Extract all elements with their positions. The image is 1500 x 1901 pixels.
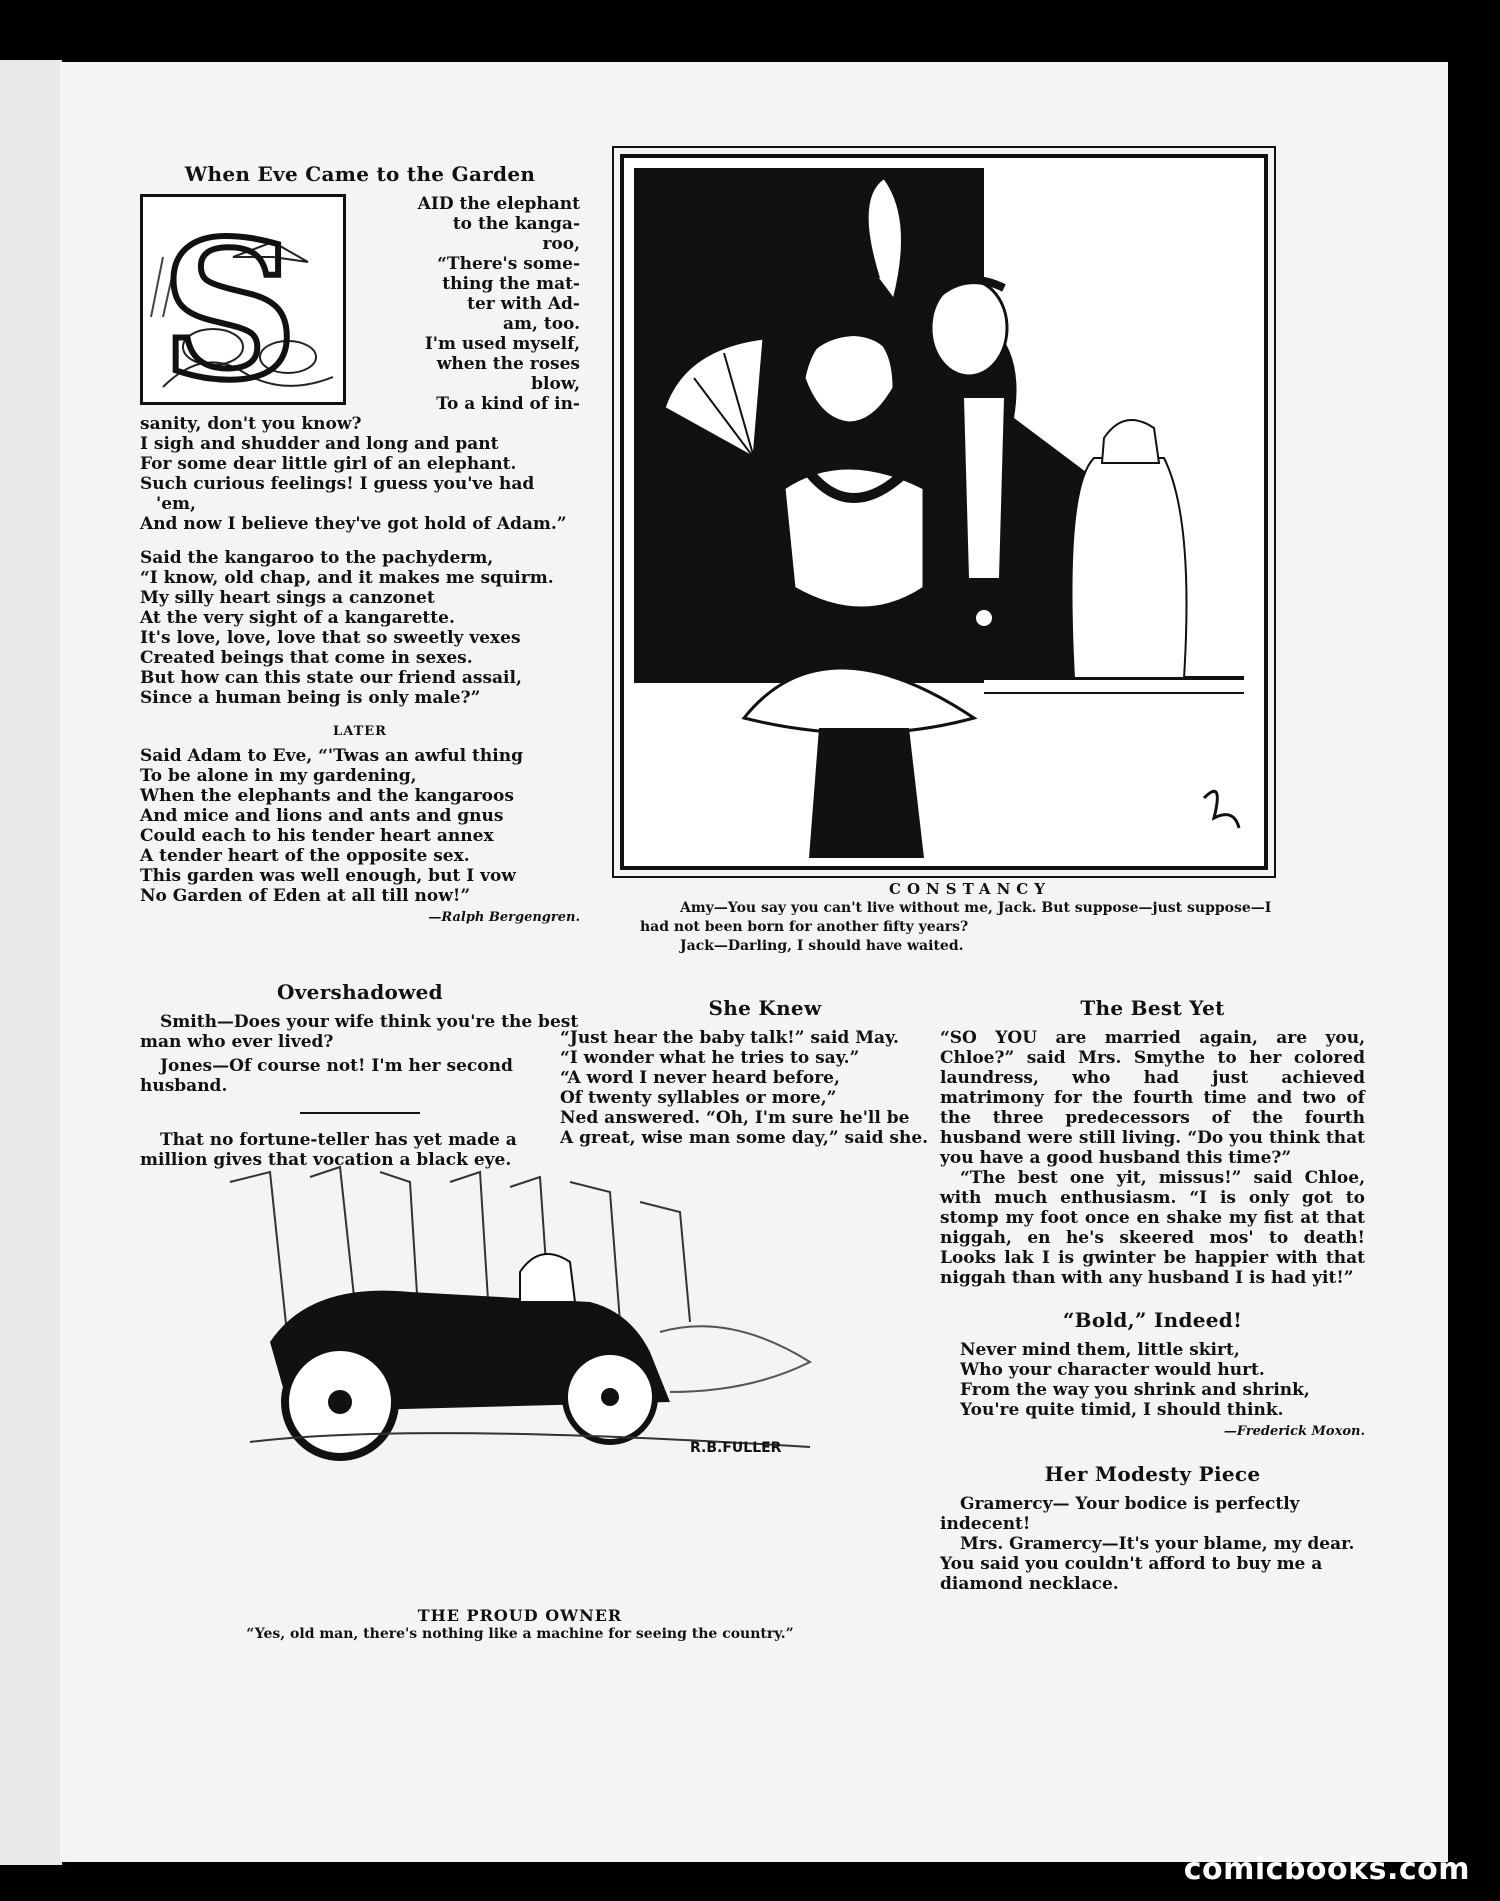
poem-line: This garden was well enough, but I vow xyxy=(140,866,516,886)
best-yet-para2: “The best one yit, missus!” said Chloe, with much enthusiasm. “I is only got to stomp my foot once en shake my fist at that niggah, en he's skeered mos' to death! Looks lak I is gwinter be happier with that niggah than with any husband I is had yit!” xyxy=(940,1168,1365,1288)
constancy-line-jack: Jack—Darling, I should have waited. xyxy=(680,938,964,954)
poem-line: “A word I never heard before, xyxy=(560,1068,840,1088)
poem-line: But how can this state our friend assail, xyxy=(140,668,522,688)
poem-line: Could each to his tender heart annex xyxy=(140,826,494,846)
drop-cap-letter: S xyxy=(161,199,299,402)
poem-line: Since a human being is only male?” xyxy=(140,688,481,708)
poem-line: To a kind of in- xyxy=(436,394,580,414)
later-subheading: LATER xyxy=(333,724,387,739)
poem-line: “I know, old chap, and it makes me squirm. xyxy=(140,568,554,588)
poem-line: roo, xyxy=(542,234,580,254)
dialogue-line: Jones—Of course not! I'm her second husband. xyxy=(140,1056,513,1096)
poem-line: At the very sight of a kangarette. xyxy=(140,608,455,628)
poem-line: Of twenty syllables or more,” xyxy=(560,1088,837,1108)
drop-cap-illustration xyxy=(140,194,346,405)
poem-line: For some dear little girl of an elephant. xyxy=(140,454,517,474)
poem-when-eve xyxy=(140,164,580,928)
joke-text: That no fortune-teller has yet made a million gives that vocation a black eye. xyxy=(140,1130,517,1170)
poem-line: When the elephants and the kangaroos xyxy=(140,786,514,806)
poem-line: when the roses xyxy=(436,354,580,374)
bold-indeed-poem xyxy=(940,1340,1365,1442)
poem-line: Never mind them, little skirt, xyxy=(960,1340,1240,1360)
bold-indeed-author: —Frederick Moxon. xyxy=(1223,1424,1365,1439)
modesty-line1: Gramercy— Your bodice is perfectly indecent! xyxy=(940,1494,1300,1534)
poem-line: blow, xyxy=(531,374,580,394)
poem-line: My silly heart sings a canzonet xyxy=(140,588,435,608)
poem-line: You're quite timid, I should think. xyxy=(960,1400,1284,1420)
book-spine xyxy=(0,60,65,1865)
poem-line: And now I believe they've got hold of Adam.” xyxy=(140,514,567,534)
constancy-title: CONSTANCY xyxy=(889,880,1051,898)
overshadowed-title: Overshadowed xyxy=(277,980,443,1004)
poem-line: “There's some- xyxy=(437,254,580,274)
watermark: comicbooks.com xyxy=(1183,1852,1470,1887)
poem-line: Created beings that come in sexes. xyxy=(140,648,473,668)
article-overshadowed xyxy=(140,982,580,1170)
poem-line: thing the mat- xyxy=(442,274,580,294)
poem-author: —Ralph Bergengren. xyxy=(428,910,580,925)
constancy-illustration xyxy=(624,158,1264,866)
she-knew-title: She Knew xyxy=(708,996,822,1020)
best-yet-title: The Best Yet xyxy=(1080,996,1225,1020)
poem-line: Who your character would hurt. xyxy=(960,1360,1265,1380)
poem-line: From the way you shrink and shrink, xyxy=(960,1380,1310,1400)
constancy-cartoon-frame xyxy=(620,154,1268,870)
poem-line: Said Adam to Eve, “'Twas an awful thing xyxy=(140,746,523,766)
poem-line: Such curious feelings! I guess you've had 'em, xyxy=(140,474,535,514)
magazine-page xyxy=(60,62,1448,1862)
constancy-caption xyxy=(640,880,1300,956)
poem-title: When Eve Came to the Garden xyxy=(184,162,536,186)
constancy-line-amy: Amy—You say you can't live without me, Jack. But suppose—just suppose—I had not been born for another fifty years? xyxy=(640,900,1272,935)
proud-owner-quote: “Yes, old man, there's nothing like a machine for seeing the country.” xyxy=(246,1626,794,1642)
modesty-line2: Mrs. Gramercy—It's your blame, my dear. You said you couldn't afford to buy me a diamond necklace. xyxy=(940,1534,1355,1594)
poem-line: am, too. xyxy=(503,314,580,334)
stanza-2 xyxy=(140,548,580,708)
dialogue-line: Smith—Does your wife think you're the best man who ever lived? xyxy=(140,1012,579,1052)
divider xyxy=(300,1112,420,1114)
proud-owner-signature: R.B.FULLER xyxy=(690,1440,782,1456)
proud-owner-title: THE PROUD OWNER xyxy=(417,1606,623,1625)
poem-line: ter with Ad- xyxy=(467,294,580,314)
poem-line: to the kanga- xyxy=(452,214,580,234)
poem-line: sanity, don't you know? xyxy=(140,414,362,434)
poem-line: To be alone in my gardening, xyxy=(140,766,417,786)
poem-line: It's love, love, love that so sweetly vexes xyxy=(140,628,521,648)
poem-line: A great, wise man some day,” said she. xyxy=(560,1128,929,1148)
stanza-3 xyxy=(140,746,580,906)
poem-she-knew xyxy=(560,998,970,1148)
poem-line: A tender heart of the opposite sex. xyxy=(140,846,470,866)
poem-line: I'm used myself, xyxy=(424,334,580,354)
proud-owner-illustration xyxy=(210,1162,830,1462)
poem-line: Ned answered. “Oh, I'm sure he'll be xyxy=(560,1108,910,1128)
bold-indeed-title: “Bold,” Indeed! xyxy=(1062,1308,1243,1332)
stanza-1 xyxy=(140,414,580,534)
modesty-title: Her Modesty Piece xyxy=(1044,1462,1261,1486)
poem-line: AID the elephant xyxy=(417,194,580,214)
poem-line: And mice and lions and ants and gnus xyxy=(140,806,504,826)
article-best-yet xyxy=(940,998,1365,1594)
poem-line: No Garden of Eden at all till now!” xyxy=(140,886,471,906)
proud-owner-caption xyxy=(210,1606,830,1644)
poem-line: “I wonder what he tries to say.” xyxy=(560,1048,860,1068)
poem-line: I sigh and shudder and long and pant xyxy=(140,434,499,454)
best-yet-para1: “SO YOU are married again, are you, Chloe?” said Mrs. Smythe to her colored laundress, who had just achieved matrimony for the fourth time and two of the three predecessors of the fourth husband were still living. “Do you think that you have a good husband this time?” xyxy=(940,1028,1365,1168)
poem-line: Said the kangaroo to the pachyderm, xyxy=(140,548,494,568)
poem-line: “Just hear the baby talk!” said May. xyxy=(560,1028,899,1048)
